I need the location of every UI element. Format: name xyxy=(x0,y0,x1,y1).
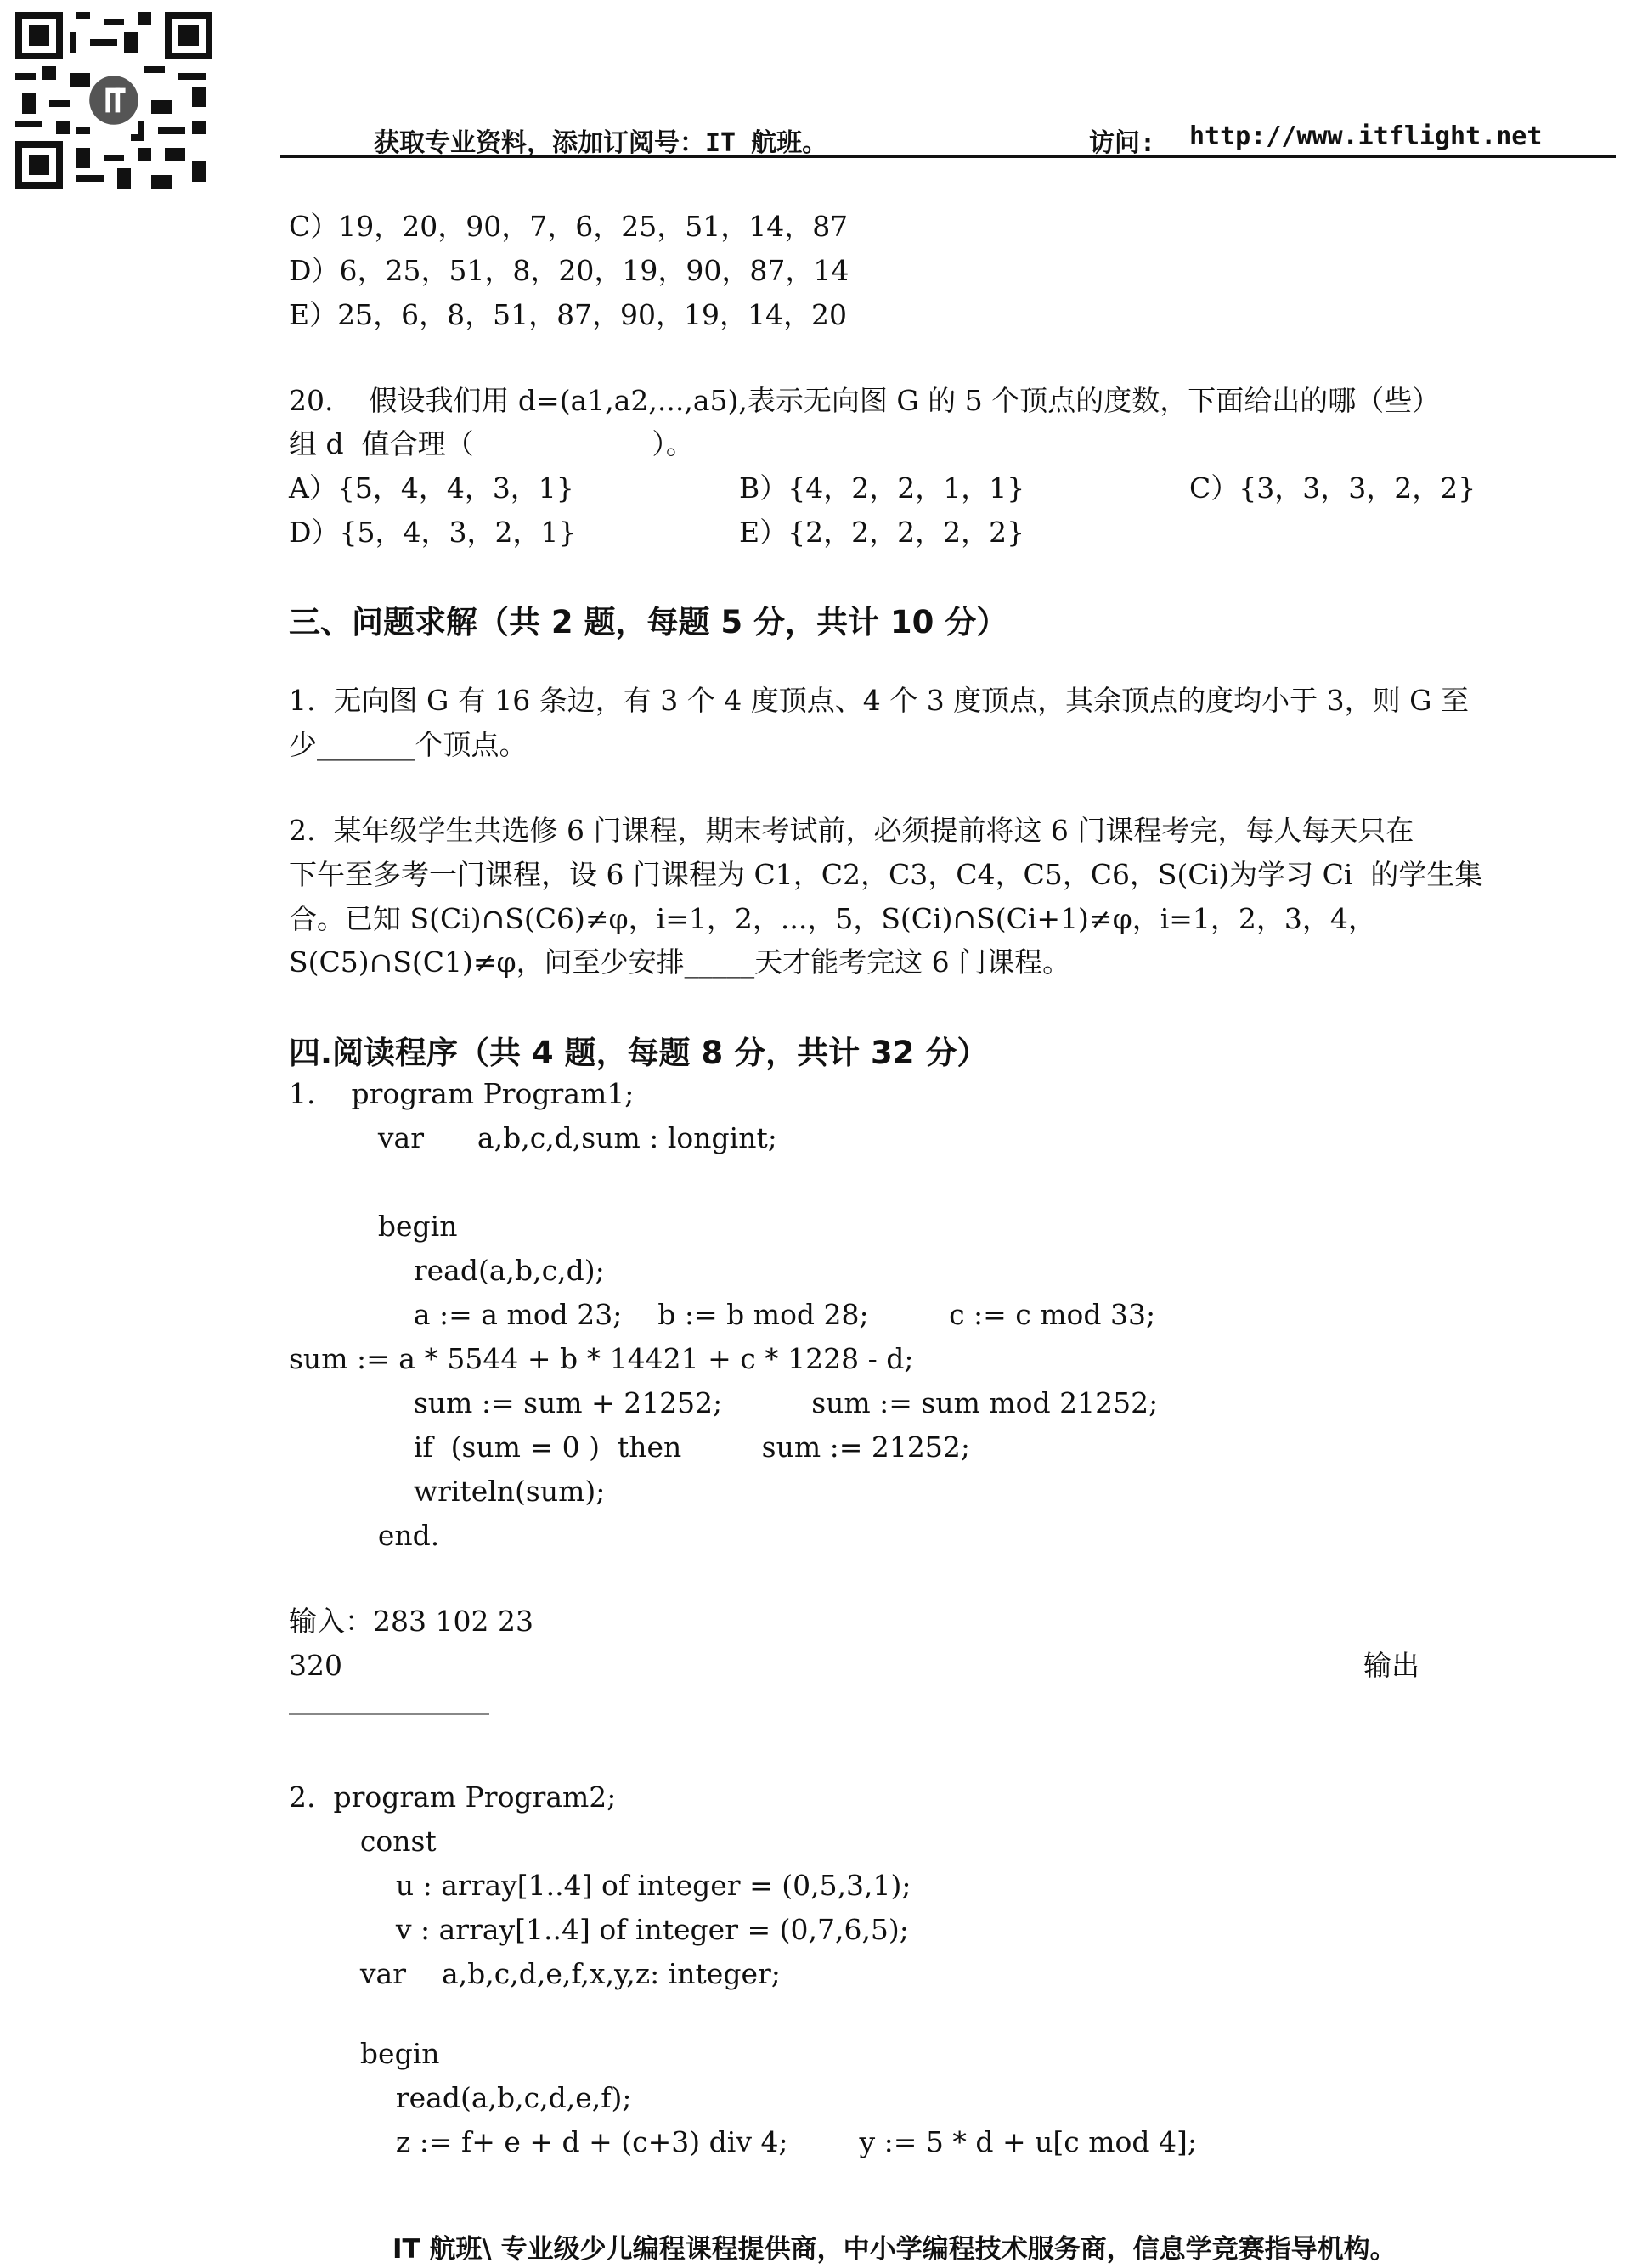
header-visit-label: 访问: xyxy=(1089,128,1156,158)
prog2-line: var a,b,c,d,e,f,x,y,z: integer; xyxy=(289,1957,781,1990)
s3-problem-2-line-1: 2. 某年级学生共选修 6 门课程，期末考试前，必须提前将这 6 门课程考完，每人每天只在 xyxy=(289,814,1414,847)
q20-option-a: A）{5，4，4，3，1} xyxy=(289,471,574,505)
prog2-line: const xyxy=(289,1825,437,1858)
prog2-line: 2. program Program2; xyxy=(289,1780,617,1814)
answer-blank-line xyxy=(289,1713,489,1715)
prog2-line: begin xyxy=(289,2037,440,2070)
qr-code xyxy=(15,12,212,189)
q20-line-1: 20. 假设我们用 d=(a1,a2,...,a5),表示无向图 G 的 5 个顶点的度数，下面给出的哪（些） xyxy=(289,384,1441,417)
s3-problem-2-line-4: S(C5)∩S(C1)≠φ，问至少安排_____天才能考完这 6 门课程。 xyxy=(289,945,1071,979)
q20-option-b: B）{4，2，2，1，1} xyxy=(739,471,1025,505)
prog1-input-label: 输入：283 102 23 xyxy=(289,1605,533,1638)
section-4-title: 四.阅读程序（共 4 题，每题 8 分，共计 32 分） xyxy=(289,1035,989,1071)
prog2-line: u : array[1..4] of integer = (0,5,3,1); xyxy=(289,1869,911,1902)
s3-problem-1-line-1: 1. 无向图 G 有 16 条边，有 3 个 4 度顶点、4 个 3 度顶点，其余顶点的度均小于 3，则 G 至 xyxy=(289,684,1470,717)
q20-line-2: 组 d 值合理（ ）。 xyxy=(289,427,694,460)
prog1-line: 1. program Program1; xyxy=(289,1077,635,1110)
s3-problem-2-line-3: 合。已知 S(Ci)∩S(C6)≠φ，i=1，2，...，5，S(Ci)∩S(Ci+1)≠φ，i=1，2，3，4， xyxy=(289,902,1376,935)
q20-option-d: D）{5，4，3，2，1} xyxy=(289,516,577,549)
prog1-line: a := a mod 23; b := b mod 28; c := c mod 33; xyxy=(289,1298,1156,1331)
page-footer: IT 航班\ 专业级少儿编程课程提供商，中小学编程技术服务商，信息学竞赛指导机构。 xyxy=(392,2234,1397,2265)
header-subscribe-text: 获取专业资料，添加订阅号：IT 航班。 xyxy=(374,128,828,158)
prog1-line: writeln(sum); xyxy=(289,1475,606,1508)
q20-option-c: C）{3，3，3，2，2} xyxy=(1189,471,1476,505)
prog1-output-label: 输出 xyxy=(1363,1649,1419,1682)
prog1-line: var a,b,c,d,sum : longint; xyxy=(289,1121,777,1154)
prog2-line: z := f+ e + d + (c+3) div 4; y := 5 * d + u[c mod 4]; xyxy=(289,2125,1197,2158)
header-divider xyxy=(280,155,1616,158)
prog1-line: read(a,b,c,d); xyxy=(289,1254,605,1287)
q20-option-e: E）{2，2，2，2，2} xyxy=(739,516,1025,549)
q19-option-d: D）6，25，51，8，20，19，90，87，14 xyxy=(289,254,849,287)
prog1-line: end. xyxy=(289,1519,440,1552)
prog1-input-line-2: 320 xyxy=(289,1649,342,1682)
q19-option-e: E）25，6，8，51，87，90，19，14，20 xyxy=(289,298,848,331)
prog1-line: begin xyxy=(289,1210,458,1243)
prog2-line: read(a,b,c,d,e,f); xyxy=(289,2081,632,2114)
section-3-title: 三、问题求解（共 2 题，每题 5 分，共计 10 分） xyxy=(289,604,1008,640)
s3-problem-1-line-2: 少_______个顶点。 xyxy=(289,728,528,761)
prog1-line: sum := sum + 21252; sum := sum mod 21252; xyxy=(289,1386,1159,1419)
s3-problem-2-line-2: 下午至多考一门课程，设 6 门课程为 C1，C2，C3，C4，C5，C6，S(Ci)为学习 Ci 的学生集 xyxy=(289,858,1483,891)
header-url-link[interactable]: http://www.itflight.net xyxy=(1189,121,1543,151)
prog1-line: sum := a * 5544 + b * 14421 + c * 1228 - d; xyxy=(289,1342,914,1375)
q19-option-c: C）19，20，90，7，6，25，51，14，87 xyxy=(289,210,849,243)
prog1-line: if (sum = 0 ) then sum := 21252; xyxy=(289,1430,970,1464)
prog2-line: v : array[1..4] of integer = (0,7,6,5); xyxy=(289,1913,909,1946)
